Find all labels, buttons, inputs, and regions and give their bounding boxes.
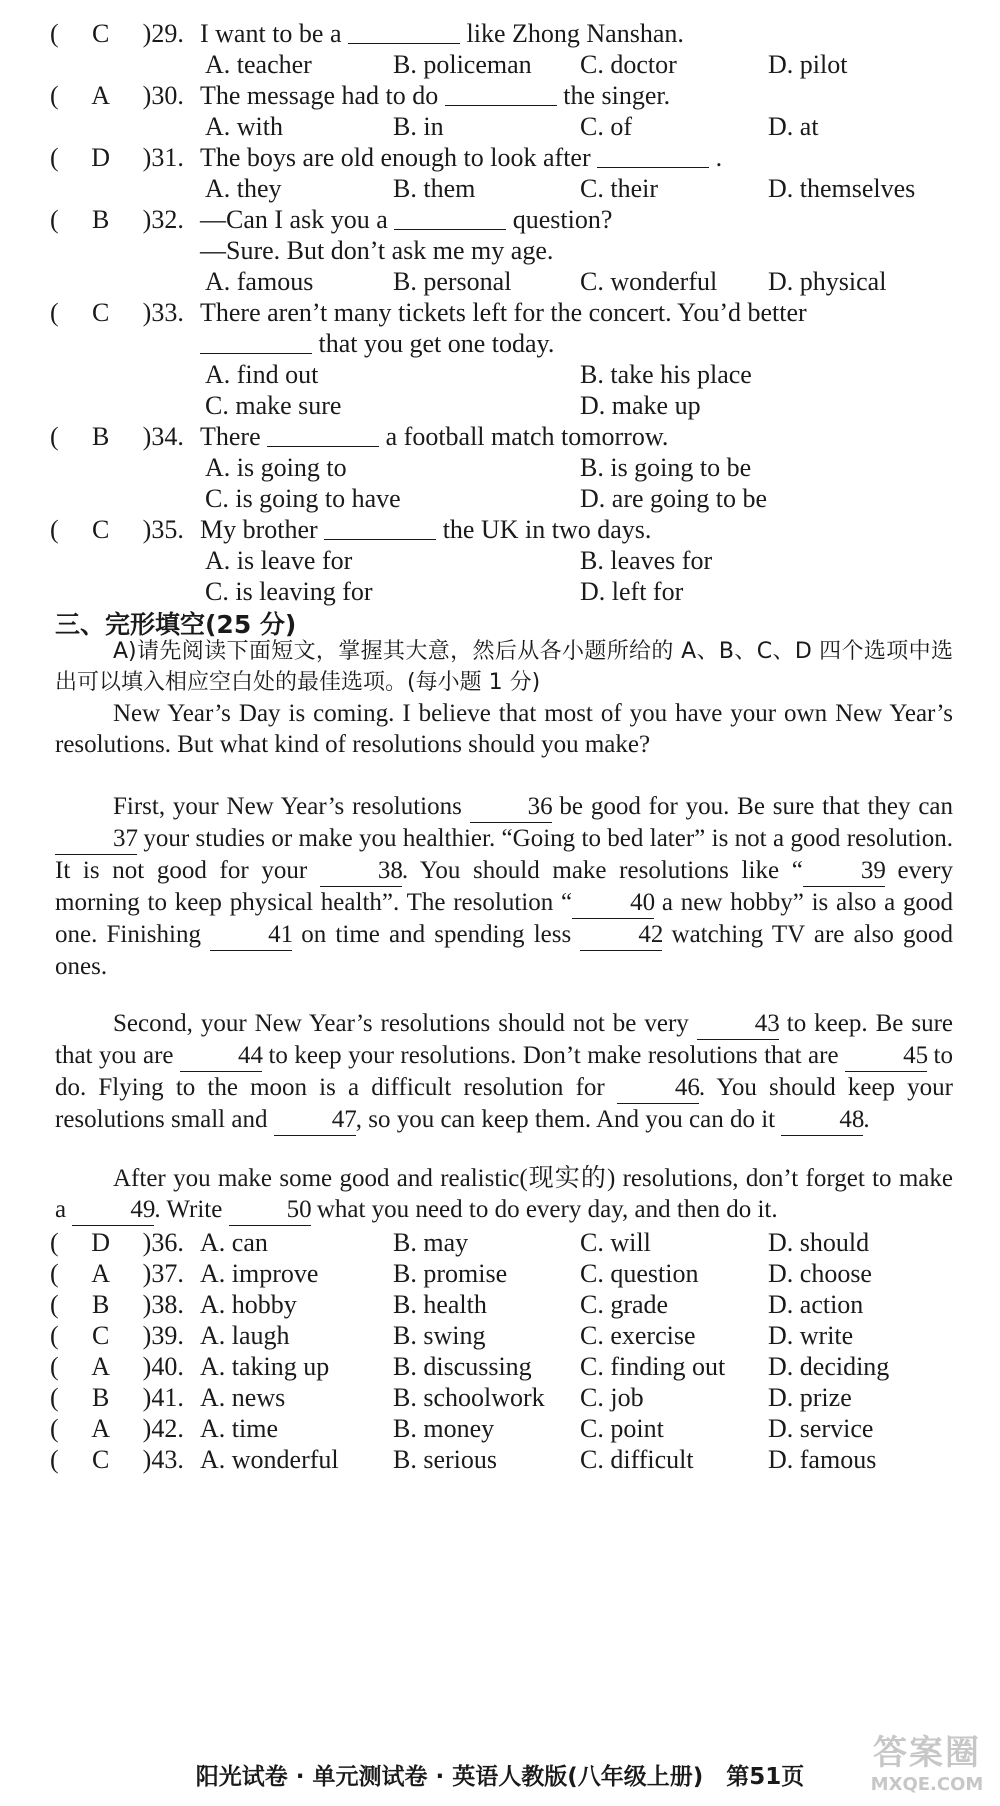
cloze-blank: 47 <box>274 1105 356 1136</box>
section-title: 三、完形填空(25 分) <box>55 610 297 639</box>
option-text: D. should <box>768 1228 870 1257</box>
option-text: A. hobby <box>200 1290 297 1319</box>
passage-paragraph: Second, your New Year’s resolutions should not be very 43 to keep. Be sure that you are 44 to keep your resolutions. Don’t make resolutions that are 45 to do. Flying to the moon is a difficult resolution for 46. You should keep your resolutions small and 47, so you can keep them. And you can do it 48. <box>55 1008 953 1136</box>
option-text: C. their <box>580 174 658 203</box>
question-stem: —Can I ask you a question? <box>200 205 613 234</box>
option-text: D. deciding <box>768 1352 890 1381</box>
option-text: B. take his place <box>580 360 752 389</box>
cloze-blank: 37 <box>55 824 137 855</box>
cloze-blank: 41 <box>210 920 292 951</box>
watermark-logo <box>862 1732 992 1802</box>
option-text: A. with <box>205 112 283 141</box>
answer-letter: B <box>92 205 110 234</box>
answer-bracket: ( C )35. <box>50 512 180 548</box>
answer-letter: C <box>92 1445 110 1474</box>
answer-bracket: ( A )30. <box>50 78 180 114</box>
answer-blank <box>445 79 557 106</box>
answer-letter: B <box>92 1290 110 1319</box>
answer-bracket: ( C )39. <box>50 1318 180 1354</box>
answer-bracket: ( B )34. <box>50 419 180 455</box>
option-text: B. discussing <box>393 1352 532 1381</box>
option-text: D. choose <box>768 1259 872 1288</box>
cloze-blank: 45 <box>845 1041 927 1072</box>
answer-letter: A <box>91 1414 111 1443</box>
option-text: C. finding out <box>580 1352 726 1381</box>
answer-blank <box>200 327 312 354</box>
passage-paragraph: New Year’s Day is coming. I believe that most of you have your own New Year’s resolutions. But what kind of resolutions should you make? <box>55 700 953 758</box>
option-text: A. they <box>205 174 282 203</box>
option-text: B. policeman <box>393 50 532 79</box>
option-text: D. physical <box>768 267 887 296</box>
question-stem: I want to be a like Zhong Nanshan. <box>200 19 684 48</box>
option-text: C. of <box>580 112 632 141</box>
option-text: D. service <box>768 1414 874 1443</box>
option-text: D. are going to be <box>580 484 768 513</box>
option-text: D. pilot <box>768 50 848 79</box>
watermark-url: MXQE.COM <box>870 1774 984 1795</box>
cloze-blank: 40 <box>572 888 654 919</box>
option-text: B. schoolwork <box>393 1383 545 1412</box>
option-text: A. is leave for <box>205 546 353 575</box>
answer-blank <box>324 513 436 540</box>
answer-letter: A <box>91 1352 111 1381</box>
option-text: D. left for <box>580 577 684 606</box>
answer-bracket: ( B )38. <box>50 1287 180 1323</box>
passage-paragraph: First, your New Year’s resolutions 36 be good for you. Be sure that they can 37 your studies or make you healthier. “Going to bed later” is not a good resolution. It is not good for your 38. You should make resolutions like “ 39 every morning to keep physical health”. The resolution “ 40 a new hobby” is also a good one. Finishing 41 on time and spending less 42 watching TV are also good ones. <box>55 793 954 980</box>
option-text: A. wonderful <box>200 1445 339 1474</box>
cloze-blank: 44 <box>180 1041 262 1072</box>
answer-letter: C <box>92 1321 110 1350</box>
answer-bracket: ( D )36. <box>50 1225 180 1261</box>
answer-blank <box>267 420 379 447</box>
cloze-blank: 36 <box>470 792 552 823</box>
option-text: C. doctor <box>580 50 677 79</box>
answer-bracket: ( B )41. <box>50 1380 180 1416</box>
answer-bracket: ( C )29. <box>50 16 180 52</box>
answer-bracket: ( A )42. <box>50 1411 180 1447</box>
answer-letter: C <box>92 19 110 48</box>
option-text: C. question <box>580 1259 699 1288</box>
answer-blank <box>348 17 460 44</box>
option-text: D. write <box>768 1321 854 1350</box>
answer-letter: A <box>91 81 111 110</box>
answer-bracket: ( A )40. <box>50 1349 180 1385</box>
option-text: C. wonderful <box>580 267 718 296</box>
option-text: B. leaves for <box>580 546 713 575</box>
option-text: A. time <box>200 1414 278 1443</box>
option-text: B. is going to be <box>580 453 752 482</box>
answer-letter: A <box>91 1259 111 1288</box>
option-text: C. is leaving for <box>205 577 373 606</box>
page-footer: 阳光试卷 · 单元测试卷 · 英语人教版(八年级上册) 第51页 <box>195 1764 805 1790</box>
answer-bracket: ( A )37. <box>50 1256 180 1292</box>
option-text: B. in <box>393 112 444 141</box>
option-text: B. serious <box>393 1445 497 1474</box>
option-text: C. make sure <box>205 391 342 420</box>
option-text: A. improve <box>200 1259 319 1288</box>
question-stem: There aren’t many tickets left for the concert. You’d better <box>200 298 807 327</box>
option-text: C. grade <box>580 1290 669 1319</box>
question-line-text: —Sure. But don’t ask me my age. <box>200 236 554 265</box>
answer-letter: D <box>91 1228 111 1257</box>
option-text: D. prize <box>768 1383 852 1412</box>
watermark-text: 答案圈 <box>873 1733 981 1773</box>
option-text: C. job <box>580 1383 644 1412</box>
option-text: D. famous <box>768 1445 877 1474</box>
option-text: A. news <box>200 1383 286 1412</box>
option-text: B. promise <box>393 1259 508 1288</box>
cloze-blank: 42 <box>580 920 662 951</box>
answer-bracket: ( D )31. <box>50 140 180 176</box>
option-text: C. is going to have <box>205 484 401 513</box>
answer-letter: C <box>92 298 110 327</box>
cloze-row <box>0 1442 1000 1478</box>
option-text: A. find out <box>205 360 319 389</box>
option-text: A. laugh <box>200 1321 290 1350</box>
option-text: A. is going to <box>205 453 347 482</box>
answer-letter: B <box>92 422 110 451</box>
option-text: D. action <box>768 1290 864 1319</box>
option-text: D. themselves <box>768 174 916 203</box>
option-text: B. money <box>393 1414 495 1443</box>
question-stem: My brother the UK in two days. <box>200 515 652 544</box>
cloze-blank: 49 <box>72 1195 154 1226</box>
option-text: B. personal <box>393 267 512 296</box>
cloze-blank: 38 <box>320 856 402 887</box>
cloze-blank: 48 <box>781 1105 863 1136</box>
option-text: A. can <box>200 1228 268 1257</box>
cloze-blank: 39 <box>803 856 885 887</box>
answer-blank <box>597 141 709 168</box>
answer-bracket: ( C )43. <box>50 1442 180 1478</box>
option-text: C. exercise <box>580 1321 696 1350</box>
cloze-blank: 46 <box>617 1073 699 1104</box>
options-row <box>0 574 1000 610</box>
option-text: A. teacher <box>205 50 312 79</box>
question-line-text: that you get one today. <box>200 326 554 362</box>
option-text: D. make up <box>580 391 701 420</box>
option-text: D. at <box>768 112 819 141</box>
answer-letter: C <box>92 515 110 544</box>
cloze-blank: 50 <box>229 1195 311 1226</box>
option-text: C. point <box>580 1414 664 1443</box>
option-text: B. health <box>393 1290 487 1319</box>
option-text: C. difficult <box>580 1445 694 1474</box>
question-stem: The message had to do the singer. <box>200 81 671 110</box>
answer-letter: B <box>92 1383 110 1412</box>
question-stem: The boys are old enough to look after . <box>200 143 723 172</box>
question-stem: There a football match tomorrow. <box>200 422 669 451</box>
cloze-blank: 43 <box>697 1009 779 1040</box>
answer-bracket: ( B )32. <box>50 202 180 238</box>
passage-paragraph: After you make some good and realistic(现实的) resolutions, don’t forget to make a 49. Write 50 what you need to do every day, and then do it. <box>55 1163 953 1226</box>
answer-bracket: ( C )33. <box>50 295 180 331</box>
option-text: A. famous <box>205 267 314 296</box>
option-text: A. taking up <box>200 1352 330 1381</box>
option-text: B. them <box>393 174 476 203</box>
section-instruction: A)请先阅读下面短文，掌握其大意，然后从各小题所给的 A、B、C、D 四个选项中选出可以填入相应空白处的最佳选项。(每小题 1 分) <box>55 639 953 695</box>
option-text: B. swing <box>393 1321 486 1350</box>
option-text: C. will <box>580 1228 651 1257</box>
option-text: B. may <box>393 1228 469 1257</box>
answer-blank <box>394 203 506 230</box>
answer-letter: D <box>91 143 111 172</box>
